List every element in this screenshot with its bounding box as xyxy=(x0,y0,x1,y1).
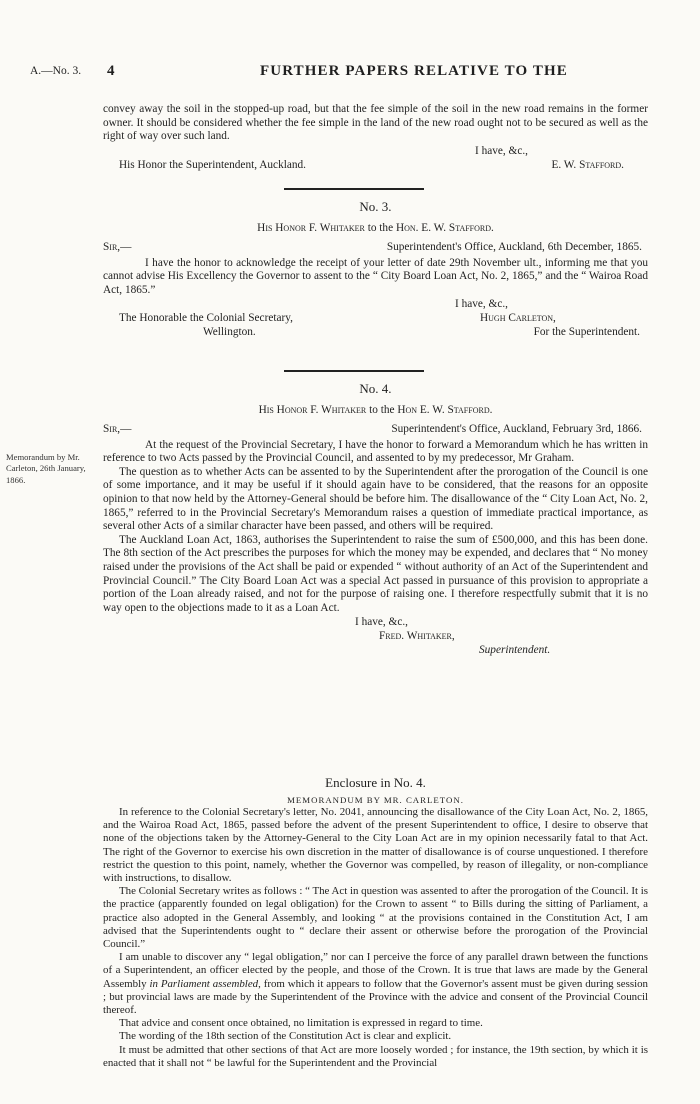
enclosure-paragraph: The Colonial Secretary writes as follows : “ The Act in question was assented to after the prorogation of the Council. It is the practice (apparently founded on legal obligation) for the Crown to assent “ to Bills during the sitting of Parliament, a practice also adopted in the General Assembly, and looking “ at the provisions contained in the Constitution Act, I am advised that the Superintendents ought to “ declare their assent or otherwise before the prorogation of the Provincial Council.” xyxy=(103,885,648,951)
letter-3-from: His Honor F. Whitaker xyxy=(257,222,365,234)
letter-3-signature: Hugh Carleton, xyxy=(480,311,556,324)
letter-3-salutation: Sir,— xyxy=(103,241,132,253)
letter-3-number: No. 3. xyxy=(359,199,392,214)
enclosure-title: Enclosure in No. 4. xyxy=(325,775,426,790)
letter-4-place-date: Superintendent's Office, Auckland, February 3rd, 1866. xyxy=(391,423,642,435)
letter-4-direction xyxy=(103,403,648,417)
letter-3-direction xyxy=(103,221,648,235)
letter-4-closing: I have, &c., xyxy=(355,616,409,629)
section-rule xyxy=(284,188,424,190)
enclosure-paragraph xyxy=(103,951,648,1017)
letter-4-paragraph: At the request of the Provincial Secretary, I have the honor to forward a Memorandum which he has written in reference to two Acts passed by the Provincial Council, and assented to by my predecessor, Mr Graham. xyxy=(103,438,648,465)
paper-reference: A.—No. 3. xyxy=(30,65,82,77)
letter-4-number: No. 4. xyxy=(359,381,392,396)
margin-note: Memorandum by Mr. Carleton, 26th January, 1866. xyxy=(6,452,86,485)
enclosure-paragraph: It must be admitted that other sections of that Act are more loosely worded ; for instance, the 19th section, by which it is enacted that it shall not “ be lawful for the Superintendent and the Provincial xyxy=(103,1043,648,1069)
letter-4-to: Hon E. W. Stafford. xyxy=(397,404,493,416)
letter-3-closing: I have, &c., xyxy=(455,298,509,311)
enclosure-italic-phrase: in Parliament assembled xyxy=(149,977,259,990)
enclosure-paragraph: That advice and consent once obtained, no limitation is expressed in regard to time. xyxy=(119,1017,483,1030)
letter-no-4 xyxy=(103,381,648,657)
page-number: 4 xyxy=(107,63,115,79)
letter-4-from: His Honor F. Whitaker xyxy=(258,404,367,416)
letter-no-3 xyxy=(103,199,648,339)
enclosure-text: , from which it appears to follow that the Governor's assent must be given during session ; but provincial laws are made by the Superintendent of the Province with the advice and consent of the Provincial Council thereof. xyxy=(103,977,648,1017)
letter-4-paragraph: The Auckland Loan Act, 1863, authorises the Superintendent to raise the sum of £500,000, and this has been done. The 8th section of the Act prescribes the purposes for which the money may be expended, and declares that “ No money raised under the provisions of the Act shall be paid or expended “ without authority of an Act of the Superintendent and Provincial Council.” The City Board Loan Act was a special Act passed in pursuance of this provision to appropriate a portion of the Loan already raised, and not for the purpose of raising one. I therefore respectfully submit that it is no way open to the objections made to it as a Loan Act. xyxy=(103,533,648,614)
letter-3-body: I have the honor to acknowledge the receipt of your letter of date 29th November ult., informing me that you cannot advise His Excellency the Governor to assent to the “ City Board Loan Act, No. 2, 1865,” and the “ Wairoa Road Act, 1865.” xyxy=(103,256,648,296)
letter-3-to: Hon. E. W. Stafford. xyxy=(395,222,494,234)
previous-letter-end xyxy=(103,103,648,173)
letter-3-addressee: The Honorable the Colonial Secretary, xyxy=(119,311,293,324)
intro-addressee: His Honor the Superintendent, Auckland. xyxy=(119,159,306,172)
letter-3-signature-role: For the Superintendent. xyxy=(533,325,640,338)
letter-4-salutation: Sir,— xyxy=(103,423,132,435)
running-title: FURTHER PAPERS RELATIVE TO THE xyxy=(260,63,568,79)
letter-4-to-word: to the xyxy=(369,404,395,416)
letter-3-to-word: to the xyxy=(367,222,394,234)
letter-3-addressee-city: Wellington. xyxy=(203,325,256,338)
enclosure-paragraph: The wording of the 18th section of the Constitution Act is clear and explicit. xyxy=(119,1030,452,1043)
intro-closing: I have, &c., xyxy=(475,144,529,157)
enclosure xyxy=(103,775,648,1070)
memo-heading: MEMORANDUM BY MR. CARLETON. xyxy=(287,795,464,805)
intro-paragraph: convey away the soil in the stopped-up road, but that the fee simple of the soil in the new road remains in the former owner. It should be considered whether the fee simple in the land of the new road ought not to be secured as well as the right of way over such land. xyxy=(103,103,648,143)
running-header xyxy=(30,63,670,83)
letter-4-signature-role: Superintendent. xyxy=(479,643,551,656)
intro-signature: E. W. Stafford. xyxy=(551,159,624,172)
section-rule xyxy=(284,370,424,372)
letter-4-paragraph: The question as to whether Acts can be assented to by the Superintendent after the prorogation of the Council is one of some importance, and it may be useful if it should again have to be considered, that the reasons for an opposite opinion to that now held by the Attorney-General should be before him. The disallowance of the “ City Loan Act, No. 2, 1865,” referred to in the Provincial Secretary's Memorandum raises a question of immediate practical importance, as several other Acts of a similar character have been passed, and others will be required. xyxy=(103,465,648,533)
enclosure-paragraph: In reference to the Colonial Secretary's letter, No. 2041, announcing the disallowance of the City Loan Act, No. 2, 1865, and the Wairoa Road Act, 1865, passed before the advent of the present Superintendent to office, I desire to observe that none of the objections taken by the Attorney-General to the City Loan Act are in my opinion necessarily fatal to that Act. The right of the Governor to exercise his own discretion in the matter of disallowance is of course unquestioned. I therefore restrict the question to this point, namely, whether the Governor was compelled, by reason of illegality, or non-compliance with instructions, to disallow. xyxy=(103,806,648,885)
letter-3-place-date: Superintendent's Office, Auckland, 6th December, 1865. xyxy=(386,241,642,253)
enclosure-text: I am unable to discover any “ legal obligation,” nor can I perceive the force of any parallel drawn between the functions of a Superintendent, an officer elected by the people, and those of the Crown. It is true that laws are made by the General Assembly xyxy=(103,951,648,990)
letter-4-signature: Fred. Whitaker, xyxy=(379,629,455,642)
